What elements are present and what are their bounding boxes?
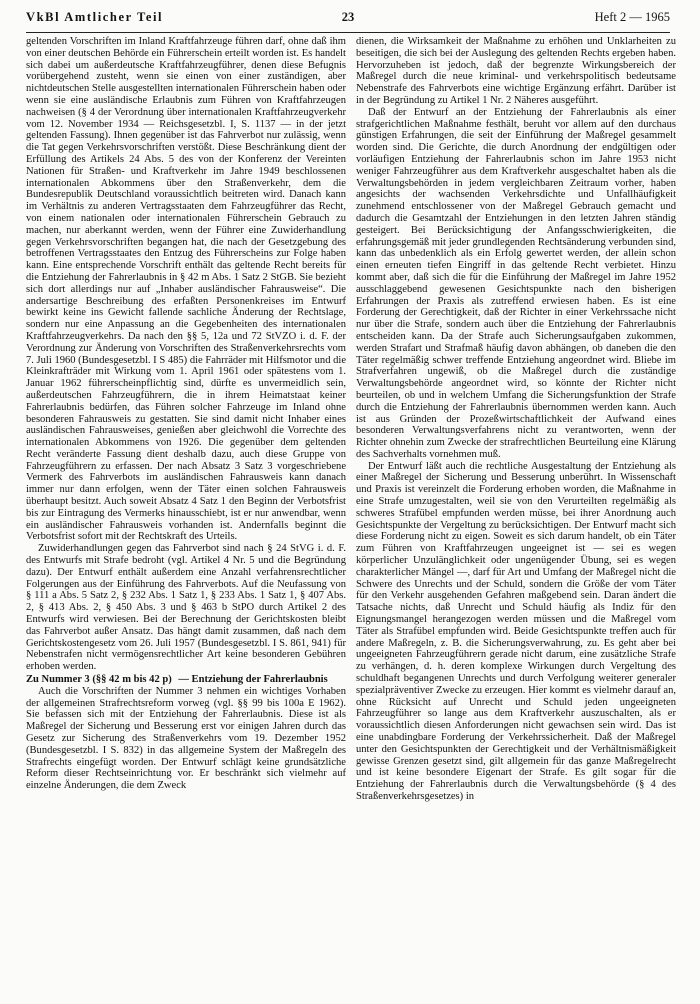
journal-title: VkBl Amtlicher Teil — [26, 10, 164, 24]
paragraph: Der Entwurf läßt auch die rechtliche Ausgestaltung der Entziehung als einer Maßregel der Sicherung und Besserung unberührt. In Wissenschaft und Praxis ist vereinzelt die Forderung erhoben worden, die Maßnahme in eine Strafe umzugestalten, weil sie von den Verurteilten regelmäßig als schweres Strafübel empfunden werden müsse, bei ihrer Anordnung auch Gesichtspunkte der Vergeltung zu berücksichtigen. Der Entwurf macht sich diese Forderung nicht zu eigen. Soweit es sich darum handelt, ob ein Täter zum Führen von Kraftfahrzeugen ungeeignet ist — sei es wegen körperlicher Unzulänglichkeit oder ungenügender Übung, sei es wegen charakterlicher Mängel —, darf für Art und Umfang der Maßregel nicht die Schwere des Unrechts und der Schuld, sondern die Größe der vom Täter für den Verkehr ausgehenden Gefahren maßgebend sein. Daran ändert die Tatsache nichts, daß Unrecht und Schuld häufig als Indiz für den Eignungsmangel herangezogen werden müssen und die Maßregel vom Täter als Strafübel empfunden wird. Beide Gesichtspunkte treffen auch für andere Maßregeln, z. B. die Sicherungsverwahrung, zu. Es geht aber bei ungeeigneten Fahrzeugführern gerade nicht darum, eine zusätzliche Strafe zu verhängen, d. h. deren komplexe Wirkungen durch Vergeltung des schuldhaft begangenen Unrechts und durch Verfolgung weiterer generaler spezialpräventiver Zwecke zu erzeugen. Hier kommt es vielmehr darauf an, ohne Rücksicht auf Unrecht und Schuld jeden ungeeigneten Fahrzeugführer so lange aus dem Kraftverkehr auszuschalten, als er voraussichtlich diesen Anforderungen nicht gewachsen sein wird. Das ist eine unabdingbare Forderung der Verkehrssicherheit. Daß der Maßregel unter den Gesichtspunkten der Gerechtigkeit und der Verhältnismäßigkeit gewisse Grenzen gesetzt sind, gilt allgemein für das ganze Maßregelrecht und ist keine besondere Eigenart der Strafe. Es gilt sogar für die Entziehung der Fahrerlaubnis durch die Verwaltungsbehörde (§ 4 des Straßenverkehrsgesetzes) in — [356, 460, 676, 802]
paragraph: Auch die Vorschriften der Nummer 3 nehmen ein wichtiges Vorhaben der allgemeinen Strafrechtsreform vorweg (vgl. §§ 99 bis 100a E 1962). Sie befassen sich mit der Entziehung der Fahrerlaubnis. Diese ist als Maßregel der Sicherung und Besserung erst vor einigen Jahren durch das Gesetz zur Sicherung des Straßenverkehrs vom 19. Dezember 1952 (Bundesgesetzbl. I S. 832) in das allgemeine System der Maßregeln des Strafrechts eingefügt worden. Der Entwurf schlägt keine grundsätzliche Reform dieser Rechtseinrichtung vor. Er beschränkt sich vielmehr auf einzelne Änderungen, die dem Zweck — [26, 685, 346, 792]
left-column — [26, 36, 346, 792]
section-ref: (§§ 42 m bis 42 p) — [92, 674, 172, 686]
section-title: — Entziehung der Fahrerlaubnis — [178, 674, 328, 686]
page-number: 23 — [341, 10, 355, 24]
section-heading — [26, 674, 346, 686]
paragraph: dienen, die Wirksamkeit der Maßnahme zu erhöhen und Unklarheiten zu beseitigen, die sich bei der Auslegung des geltenden Rechts ergeben haben. Hervorzuheben ist jedoch, daß der begrenzte Wirkungsbereich der Maßregel durch die neue kriminal- und verkehrspolitisch bedeutsame Nebenstrafe des Fahrverbots eine wichtige Ergänzung erfährt. Darüber ist in der Begründung zu Artikel 1 Nr. 2 Näheres ausgeführt. — [356, 36, 676, 106]
paragraph: Zuwiderhandlungen gegen das Fahrverbot sind nach § 24 StVG i. d. F. des Entwurfs mit Strafe bedroht (vgl. Artikel 4 Nr. 5 und die Begründung dazu). Der Entwurf enthält außerdem eine Anzahl verfahrensrechtlicher Folgerungen aus der Einführung des Fahrverbots. Auf die Neufassung von § 111 a Abs. 5 Satz 2, § 232 Abs. 1 Satz 1, § 233 Abs. 1 Satz 1, § 407 Abs. 2, § 413 Abs. 2, § 450 Abs. 3 und § 463 b StPO durch Artikel 2 des Entwurfs wird verwiesen. Bei der Berechnung der Gerichtskosten bleibt das Fahrverbot außer Ansatz. Das hängt damit zusammen, daß nach dem Gerichtskostengesetz vom 26. Juli 1957 (Bundesgesetzbl. I S. 861, 941) für Nebenstrafen nicht vermögensrechtlicher Art keine besonderen Gebühren erhoben werden. — [26, 543, 346, 673]
right-column — [356, 36, 676, 803]
page-header — [26, 4, 670, 33]
paragraph: geltenden Vorschriften im Inland Kraftfahrzeuge führen darf, ohne daß ihm von einer deutschen Behörde ein Führerschein erteilt worden ist. Es handelt sich dabei um außerdeutsche Kraftfahrzeugführer, denen diese Befugnis vorübergehend zusteht, wenn sie einen von einer zuständigen, aber nichtdeutschen Stelle ausgestellten internationalen Führerschein haben oder wenn sie eine ausländische Erlaubnis zum Führen von Kraftfahrzeugen nachweisen (§ 4 der Verordnung über internationalen Kraftfahrzeugverkehr vom 12. November 1934 — Reichsgesetzbl. I, S. 1137 — in der jetzt geltenden Fassung). Ihnen gegenüber ist das Fahrverbot nur zulässig, wenn die Tat gegen Verkehrsvorschriften verstößt. Diese Beschränkung dient der Erfüllung des Artikels 24 Abs. 5 des von der Konferenz der Vereinten Nationen für Straßen- und Kraftverkehr im Jahre 1949 beschlossenen internationalen Abkommens über den Straßenverkehr, dem die Bundesrepublik Deutschland voraussichtlich beitreten wird. Danach kann im Verhältnis zu anderen Vertragsstaaten dem Fahrzeugführer das Recht, von einem nationalen oder internationalen Führerschein Gebrauch zu machen, nur aberkannt werden, wenn der Führer eine Zuwiderhandlung gegen Verkehrsvorschriften begangen hat, die nach der Gesetzgebung des betroffenen Vertragsstaates den Entzug des Führerscheins zur Folge haben kann. Eine entsprechende Vorschrift enthält das geltende Recht bereits für die Entziehung der Fahrerlaubnis in § 42 m Abs. 1 Satz 2 StGB. Sie bezieht sich dort allerdings nur auf „Inhaber ausländischer Fahrausweise“. Die andersartige Beschreibung des erfaßten Personenkreises im Entwurf bewirkt keine ins Gewicht fallende sachliche Änderung der Rechtslage, sondern nur eine Anpassung an die Gegebenheiten des internationalen Kraftfahrzeugverkehrs. Da nach den §§ 5, 12a und 72 StVZO i. d. F. der Verordnung zur Änderung von Vorschriften des Straßenverkehrsrechts vom 7. Juli 1960 (Bundesgesetzbl. I S 485) die Fahrräder mit Hilfsmotor und die Kleinkrafträder mit Wirkung vom 1. April 1961 oder spätestens vom 1. Januar 1962 führerscheinpflichtig sind, dürfte es unvermeidlich sein, außerdeutschen Fahrzeugführern, die in ihrem Heimatstaat keiner Fahrerlaubnis bedürfen, das Führen solcher Fahrzeuge im Inland ohne besonderen Fahrausweis zu gestatten. Sie sind damit nicht Inhaber eines ausländischen Fahrausweises, genießen aber gleichwohl die Vorrechte des internationalen Abkommens von 1926. Die gegenüber dem geltenden Recht veränderte Fassung dient deshalb dazu, auch diese Gruppe von Fahrzeugführern zu erfassen. Der nach Absatz 3 Satz 3 vorgeschriebene Vermerk des Fahrverbots im ausländischen Fahrausweis kann danach immer nur dann erfolgen, wenn der Täter einen solchen Fahrausweis überhaupt besitzt. Auch soweit Absatz 4 Satz 1 den Beginn der Verbotsfrist bis zur Eintragung des Vermerks hinausschiebt, ist er nur anwendbar, wenn ein ausländischer Fahrausweis vorhanden ist. Andernfalls beginnt die Verbotsfrist sofort mit der Rechtskraft des Urteils. — [26, 36, 346, 543]
section-label: Zu Nummer 3 — [26, 674, 90, 686]
issue-label: Heft 2 — 1965 — [594, 10, 670, 24]
paragraph: Daß der Entwurf an der Entziehung der Fahrerlaubnis als einer strafgerichtlichen Maßnahme festhält, beruht vor allem auf den durchaus günstigen Erfahrungen, die seit der Einführung der Maßregel gesammelt worden sind. Die Gerichte, die durch Anordnung der endgültigen oder vorläufigen Entziehung der Fahrerlaubnis schon im Jahre 1953 nicht weniger Fahrzeugführer aus dem Kraftverkehr ausgeschaltet haben als die Verwaltungsbehörden in jedem vergleichbaren Zeitraum vorher, haben angesichts der wachsenden Verkehrsdichte und Unfallhäufigkeit zunehmend entschlossener von der Maßregel Gebrauch gemacht und dadurch die Gesamtzahl der Entziehungen in den letzten Jahren ständig gesteigert. Bei Berücksichtigung der Anfangsschwierigkeiten, die erfahrungsgemäß mit jeder grundlegenden Rechtsänderung verbunden sind, kann das unbedenklich als ein Erfolg gewertet werden, der allein schon einen erneuten tiefen Eingriff in das geltende Recht verbietet. Hinzu kommt aber, daß sich die für die Einführung der Maßregel im Jahre 1952 ausschlaggebend gewesenen Gesichtspunkte nach den bisherigen Erfahrungen der Praxis als zutreffend erwiesen haben. Es ist eine Forderung der Gerechtigkeit, daß der Richter in einer Verkehrssache nicht nur über die Strafe, sondern auch über die Entziehung der Fahrerlaubnis entscheiden kann. Da der Strafe auch Sicherungsaufgaben zukommen, werden Strafart und Strafmaß häufig davon abhängen, ob daneben die den Täter regelmäßig schwer treffende Entziehung angeordnet wird. Bliebe im Strafverfahren ungewiß, ob die Maßregel durch die zuständige Verwaltungsbehörde angeordnet wird, so könnte der Richter nicht beurteilen, ob und in welchem Umfang die Sicherungsfunktion der Strafe durch die Entziehung der Fahrerlaubnis übernommen werden kann. Auch ist aus Gründen der Prozeßwirtschaftlichkeit der Aufwand eines besonderen Verwaltungsverfahrens nicht zu verantworten, wenn der Richter ohnehin zum Zwecke der strafrechtlichen Beurteilung eine Klärung des Sachverhalts vornehmen muß. — [356, 106, 676, 460]
